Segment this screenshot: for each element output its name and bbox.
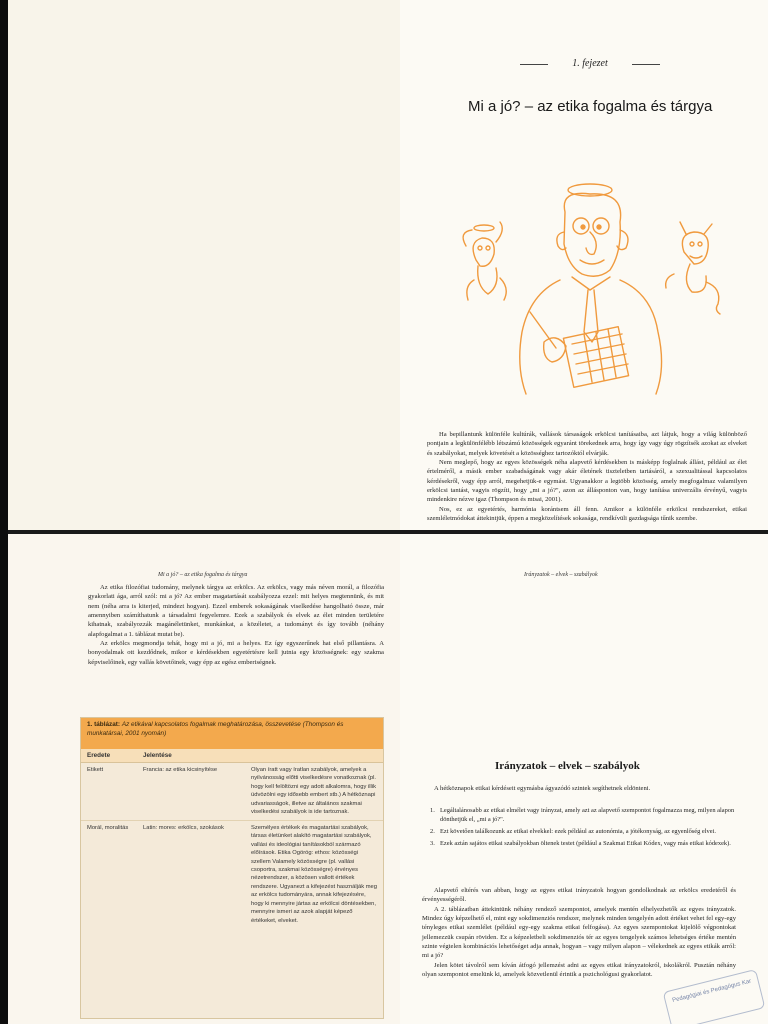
cell-meaning: Francia: az etika kicsinyítése [143, 767, 218, 773]
paragraph: Nos, ez az egyetértés, harmónia korántsem áll fenn. Amikor a különféle erkölcsi rendszereket, etikai szemléletmódokat áttekintjük, éppen a megközelítések sokasága, rendkívüli gazdagsága tűnik szembe. [427, 505, 747, 523]
chapter-opener-page [400, 0, 768, 530]
running-head: Irányzatok – elvek – szabályok [524, 572, 598, 578]
chapter-title: Mi a jó? – az etika fogalma és tárgya [468, 98, 713, 115]
table-row [81, 763, 383, 821]
cell-origin: Etikett [87, 767, 104, 773]
cartoon-illustration [460, 182, 725, 397]
column-header [251, 752, 377, 759]
list-item: 3. Ezek aztán sajátos etikai szabályokban öltenek testet (például a Szakmai Etikai Kódex, vagy más etikai kódexek). [430, 840, 731, 847]
levels-list [430, 806, 735, 851]
library-stamp: Pedagógiai és Pedagógus Kar [663, 969, 766, 1024]
concept-table [80, 717, 384, 1019]
intro-text [422, 784, 736, 793]
paragraph: Az erkölcs megmondja tehát, hogy mi a jó, mi a helyes. Ez így egyszerűnek hat első pillantásra. A bonyodalmak ott kezdődnek, mikor e kérdésekben egyetértésre kell jutnia egy közösségnek: egy szakma képviselőinek, egy vallás követőinek, vagy épp az egész emberiségnek. [88, 640, 384, 666]
cell-description: Olyan íratt vagy íratlan szabályok, amelyek a nyilvánosság előtti viselkedésre vonatkoznak (pl. hogy kell felöltözni egy adott alkalomra, hogy illik üdvözölni egy idősebb embert stb.) A hétköznapi udvariasságok, illetve az általános szakmai viselkedési szabályok is ide tartoznak. [251, 767, 377, 816]
opener-text [427, 430, 747, 523]
column-header: Eredete [87, 752, 111, 759]
table-header [81, 749, 383, 763]
table-label: 1. táblázat: [87, 721, 121, 728]
paragraph: Az etika filozófiai tudomány, melynek tárgya az erkölcs. Az erkölcs, vagy más néven morál, a filozófia gyakorlati ága, arról szól: mi a jó? Az ember magatartását szabályozza ezzel: mit helyes megtennünk, és mit nem (néha arra is kiterjed, mindezt hogyan). Ezzel emberek sokaságának viselkedése hangolható össze, már amennyiben számíthatunk a társadalmi fegyelemre. Ezek a szabályok és elvek az élet minden területére kihatnak, szabályozzák magánéletünket, munkánkat, a közéletet, a tudományt és így tovább (néhány alapfogalmat a 1. táblázat mutat be). [88, 584, 384, 638]
text-page-right [400, 534, 768, 1024]
running-head: Mi a jó? – az etika fogalma és tárgya [158, 572, 248, 578]
section-heading: Irányzatok – elvek – szabályok [495, 760, 640, 772]
paragraph: Nem meglepő, hogy az egyes közösségek néha alapvető kérdésekben is másképp foglalnak állást, például az élet értelméről, a másik ember szabadságának vagy akár életének tiszteletben tartásáról, a szexualitással kapcsolatos kérdésekről, vagy épp arról, megehetjük-e egymást. Ugyanakkor a legtöbb közösség, amely megfogalmaz valamilyen erkölcsi tantást, vagyis rögzíti, hogy „mi a jó?", azon az állásponton van, hogy tanítása univerzális érvényű, vagyis mindenkire nézve igaz (Thompson és mtsai, 2001). [427, 459, 747, 504]
table-row [81, 821, 383, 928]
section-text [422, 886, 736, 979]
blank-page [8, 0, 400, 530]
text-page-left [8, 534, 400, 1024]
section-text [88, 583, 384, 667]
list-item: 2. Ezt követően találkozunk az etikai elvekkel: ezek például az autonómia, a jótékonyság, az egyenlőség elvei. [430, 828, 716, 835]
scan-edge [0, 0, 8, 1024]
chapter-label: 1. fejezet [520, 58, 660, 69]
cell-origin: Morál, moralitás [87, 824, 129, 831]
paragraph: Ha bepillantunk különféle kultúrák, vallások társaságok erkölcsi tanításaiba, azt látjuk, hogy a világ különböző pontjain a legkülönfélébb létszámú közösségek egyaránt törekednek arra, hogy így vagy úgy rögzítsék azokat az elveket és szabályokat, melyek követését a közösséghez tartozóktól elvárják. [427, 431, 747, 457]
cell-meaning: Latin: mores: erkölcs, szokások [143, 824, 224, 831]
paragraph: A 2. táblázatban áttekintünk néhány rendező szempontot, amelyek mentén elhelyezhetők az egyes irányzatok. Mindez úgy képzelhető el, mint egy sokdimenziós rendszer, melynek minden tengelyén adott értéket vehet fel egy-egy tényleges etikai szemlélet (például egy-egy szakma etikai felfogása). Az egyes szempontokat kijelölő végpontokat jellemezzük csupán röviden. Ez a képzeletbeli sokdimenziós tér az egyes tengelyek számos lehetséges értéke mentén szinte végtelen kombinációs lehetőséget adja annak, hogyan – vagy milyen alapon – vélekednek az egyes etikák arról: mi a jó? [422, 905, 736, 960]
table-caption-text: Az etikával kapcsolatos fogalmak meghatározása, összevetése (Thompson és munkatársai, 2001 nyomán) [87, 721, 344, 737]
list-item: 1. Legáltalánosabb az etikai elmélet vagy irányzat, amely azt az alapvető szempontot fogalmazza meg, milyen alapon dönthetjük el, „mi a jó?". [430, 807, 735, 823]
paragraph: A hétköznapok etikai kérdéseit egymásba ágyazódó szintek segíthetnek eldönteni. [434, 785, 651, 792]
column-header: Jelentése [143, 752, 172, 759]
paragraph: Alapvető eltérés van abban, hogy az egyes etikai irányzatok hogyan gondolkodnak az erkölcs eredetéről és érvényességéről. [422, 887, 736, 904]
cell-description: Személyes értékek és magatartási szabályok, társas életünket alakító magatartási szabályok, vallási és ideológiai tanításokból származó előírások. Etika Ogöróg: ethos: közösségi szellem Valamely közösségre (pl. vallási csoportra, szakmai közösségre) érvényes nézetrendszer, a közösen vallott értékek rendszere. Ugyanezt a kifejezést használják meg az erkölcs tudományára, annak kifejezésére, hogy ki mennyire jártas az erkölcsi döntésekben, mennyire ismeri az azok alapját képező értékeket, elveket. [251, 824, 377, 924]
paragraph: Jelen kötet távolról sem kíván átfogó jellemzést adni az egyes etikai irányzatokról, iskolákról. Pusztán néhány olyan szempontot emelünk ki, amelyek közvetlenül érintik a pszichológusi gyakorlatot. [422, 961, 736, 979]
table-caption [81, 718, 383, 749]
